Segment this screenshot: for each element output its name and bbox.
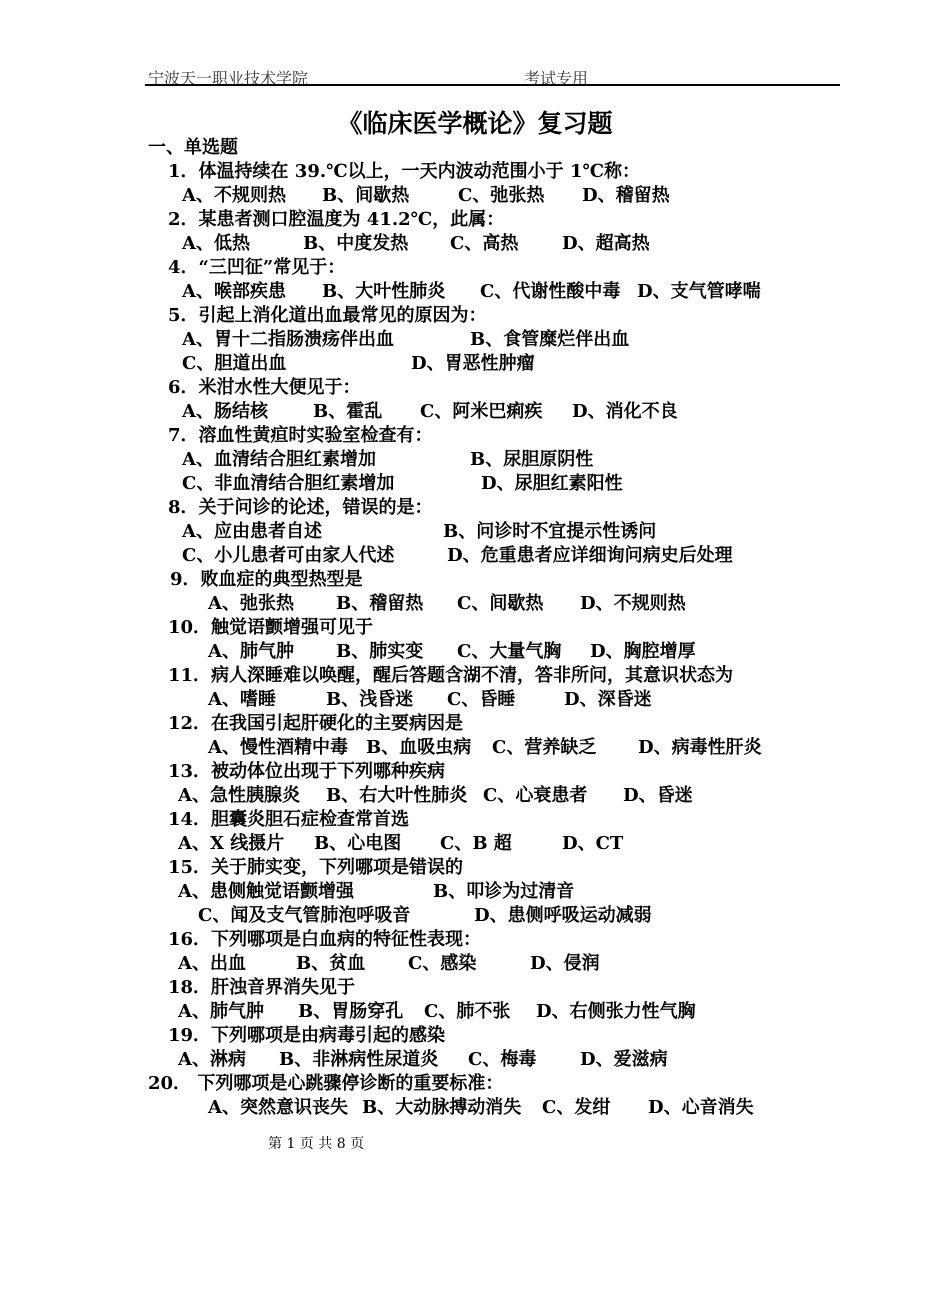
option: B、胃肠穿孔 — [298, 1001, 404, 1022]
option: B、非淋病性尿道炎 — [279, 1049, 439, 1070]
option: D、患侧呼吸运动减弱 — [474, 905, 652, 926]
doc-title: 《临床医学概论》复习题 — [337, 109, 613, 138]
question-stem: 20． 下列哪项是心跳骤停诊断的重要标准： — [148, 1073, 504, 1094]
question-stem: 1．体温持续在 39.℃以上，一天内波动范围小于 1℃称： — [168, 161, 641, 182]
option: C、代谢性酸中毒 — [480, 281, 621, 302]
option: B、问诊时不宜提示性诱问 — [443, 521, 657, 542]
option: B、尿胆原阴性 — [470, 449, 594, 470]
option: C、非血清结合胆红素增加 — [182, 473, 395, 494]
question-stem: 14．胆囊炎胆石症检查常首选 — [168, 809, 410, 830]
option: A、患侧触觉语颤增强 — [178, 881, 354, 902]
section-title: 一、单选题 — [148, 137, 238, 158]
option: C、闻及支气管肺泡呼吸音 — [198, 905, 411, 926]
header-rule — [145, 84, 840, 86]
option: C、肺不张 — [424, 1001, 511, 1022]
option: D、不规则热 — [580, 593, 686, 614]
option: A、肺气肿 — [178, 1001, 264, 1022]
option: C、间歇热 — [457, 593, 544, 614]
option: A、不规则热 — [182, 185, 286, 206]
option: B、血吸虫病 — [366, 737, 472, 758]
option: D、右侧张力性气胸 — [536, 1001, 696, 1022]
option: A、肠结核 — [182, 401, 268, 422]
header-usage: 考试专用 — [524, 69, 589, 88]
option: A、低热 — [182, 233, 250, 254]
option: C、弛张热 — [458, 185, 545, 206]
option: A、嗜睡 — [208, 689, 276, 710]
option: C、营养缺乏 — [492, 737, 597, 758]
option: D、心音消失 — [648, 1097, 754, 1118]
option: C、胆道出血 — [182, 353, 287, 374]
option: D、CT — [562, 833, 624, 854]
option: A、淋病 — [178, 1049, 246, 1070]
option: B、右大叶性肺炎 — [326, 785, 468, 806]
question-stem: 13．被动体位出现于下列哪种疾病 — [168, 761, 446, 782]
option: D、支气管哮喘 — [637, 281, 761, 302]
option: C、心衰患者 — [483, 785, 588, 806]
option: D、消化不良 — [572, 401, 678, 422]
option: C、梅毒 — [468, 1049, 537, 1070]
option: D、危重患者应详细询问病史后处理 — [447, 545, 733, 566]
option: B、贫血 — [296, 953, 366, 974]
option: D、昏迷 — [623, 785, 693, 806]
header-school: 宁波天一职业技术学院 — [148, 69, 309, 88]
option: A、出血 — [178, 953, 246, 974]
option: D、爱滋病 — [580, 1049, 668, 1070]
option: B、稽留热 — [336, 593, 424, 614]
question-stem: 19．下列哪项是由病毒引起的感染 — [168, 1025, 446, 1046]
option: B、浅昏迷 — [326, 689, 414, 710]
option: C、B 超 — [440, 833, 512, 854]
option: C、大量气胸 — [457, 641, 562, 662]
option: D、病毒性肝炎 — [638, 737, 762, 758]
option: D、侵润 — [530, 953, 600, 974]
question-stem: 5．引起上消化道出血最常见的原因为： — [168, 305, 487, 326]
question-stem: 2．某患者测口腔温度为 41.2℃，此属： — [168, 209, 505, 230]
option: A、弛张热 — [208, 593, 294, 614]
option: C、小儿患者可由家人代述 — [182, 545, 395, 566]
option: B、肺实变 — [336, 641, 424, 662]
page-footer: 第 1 页 共 8 页 — [268, 1136, 365, 1152]
option: D、稽留热 — [582, 185, 670, 206]
option: A、急性胰腺炎 — [178, 785, 300, 806]
option: A、X 线摄片 — [178, 833, 285, 854]
option: A、慢性酒精中毒 — [208, 737, 348, 758]
option: A、突然意识丧失 — [208, 1097, 348, 1118]
question-stem: 7．溶血性黄疸时实验室检查有： — [168, 425, 433, 446]
option: B、中度发热 — [303, 233, 409, 254]
question-stem: 6．米泔水性大便见于： — [168, 377, 361, 398]
question-stem: 12．在我国引起肝硬化的主要病因是 — [168, 713, 464, 734]
option: B、霍乱 — [313, 401, 383, 422]
option: A、胃十二指肠溃疡伴出血 — [182, 329, 394, 350]
option: A、喉部疾患 — [182, 281, 286, 302]
question-stem: 10．触觉语颤增强可见于 — [168, 617, 374, 638]
question-stem: 15．关于肺实变，下列哪项是错误的 — [168, 857, 464, 878]
question-stem: 4．“三凹征”常见于： — [168, 257, 346, 278]
option: D、胃恶性肿瘤 — [411, 353, 535, 374]
option: D、尿胆红素阳性 — [481, 473, 623, 494]
option: C、阿米巴痢疾 — [420, 401, 543, 422]
option: D、胸腔增厚 — [590, 641, 696, 662]
option: B、食管糜烂伴出血 — [470, 329, 630, 350]
question-stem: 8．关于问诊的论述，错误的是： — [168, 497, 433, 518]
option: C、发绀 — [542, 1097, 611, 1118]
option: B、大动脉搏动消失 — [362, 1097, 522, 1118]
question-stem: 9．败血症的典型热型是 — [170, 569, 363, 590]
option: B、大叶性肺炎 — [322, 281, 446, 302]
question-stem: 16．下列哪项是白血病的特征性表现： — [168, 929, 482, 950]
question-stem: 11．病人深睡难以唤醒，醒后答题含湖不清，答非所问，其意识状态为 — [168, 665, 734, 686]
option: D、超高热 — [562, 233, 650, 254]
question-stem: 18．肝浊音界消失见于 — [168, 977, 356, 998]
option: D、深昏迷 — [564, 689, 652, 710]
option: C、昏睡 — [447, 689, 516, 710]
option: B、心电图 — [314, 833, 402, 854]
option: A、应由患者自述 — [182, 521, 322, 542]
option: C、感染 — [408, 953, 477, 974]
option: C、高热 — [450, 233, 519, 254]
option: B、叩诊为过清音 — [433, 881, 575, 902]
option: A、血清结合胆红素增加 — [182, 449, 376, 470]
option: B、间歇热 — [322, 185, 410, 206]
option: A、肺气肿 — [208, 641, 294, 662]
